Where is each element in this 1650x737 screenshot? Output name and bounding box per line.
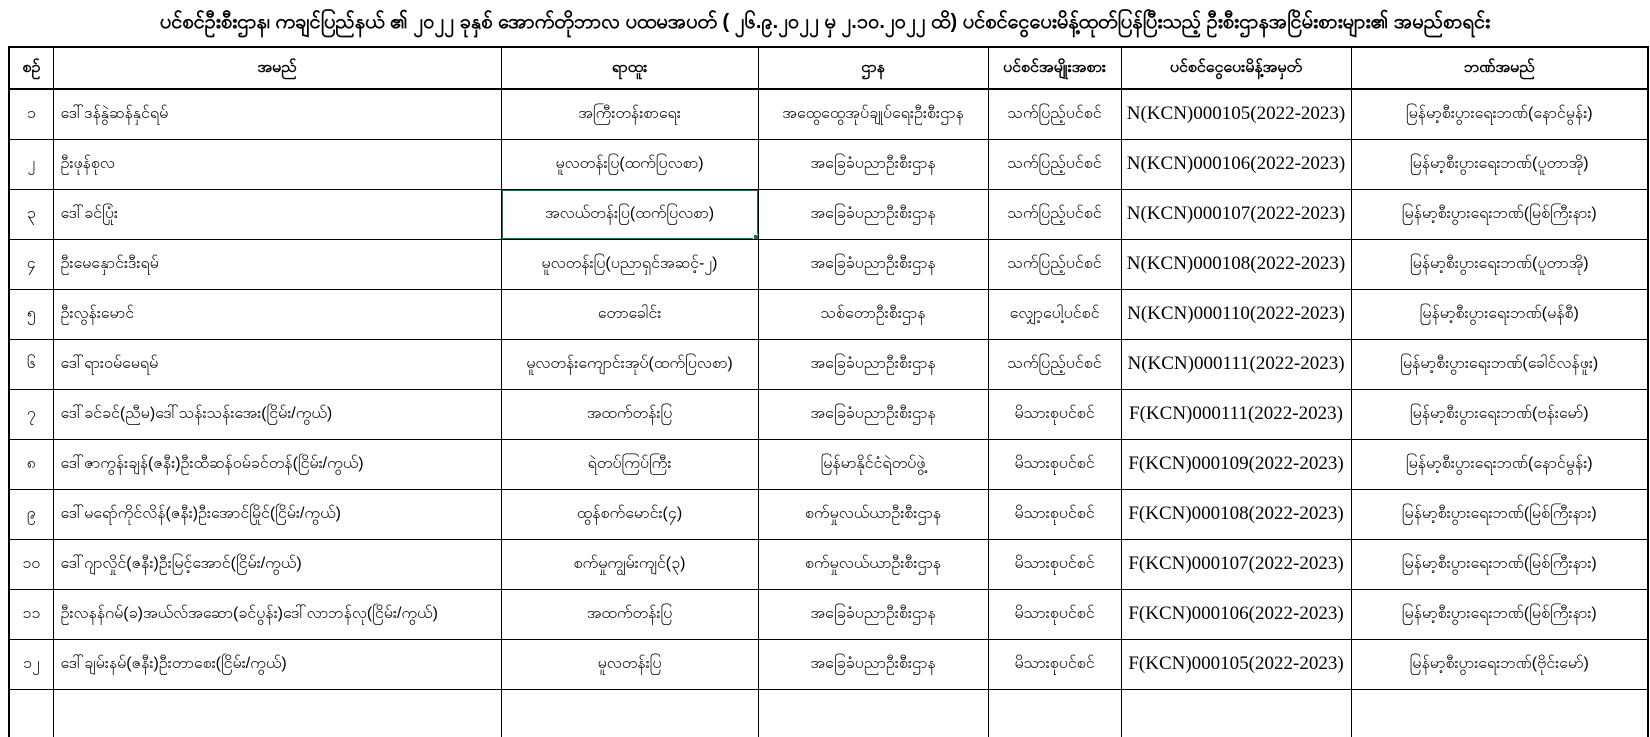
cell-bank[interactable]: မြန်မာ့စီးပွားရေးဘဏ်(ခေါင်လန်ဖူး) bbox=[1351, 339, 1648, 389]
cell-position[interactable]: အကြီးတန်းစာရေး bbox=[501, 89, 758, 139]
cell-name[interactable]: ဒေါ်ဇာကွန်းချန်(ဇနီး)ဦးထီဆန်ဝမ်ခင်တန်(ငြိမ်း/ကွယ်) bbox=[53, 439, 501, 489]
header-position[interactable]: ရာထူး bbox=[501, 47, 758, 89]
table-row bbox=[9, 239, 1648, 289]
cell-department[interactable]: သစ်တောဦးစီးဌာန bbox=[758, 289, 988, 339]
cell-bank[interactable]: မြန်မာ့စီးပွားရေးဘဏ်(မြစ်ကြီးနား) bbox=[1351, 589, 1648, 639]
cell-bank[interactable]: မြန်မာ့စီးပွားရေးဘဏ်(မြစ်ကြီးနား) bbox=[1351, 189, 1648, 239]
cell-payment-order-no[interactable]: N(KCN)000108(2022-2023) bbox=[1121, 239, 1351, 289]
table-row-partial bbox=[9, 689, 1648, 737]
cell-department[interactable]: စက်မှုလယ်ယာဦးစီးဌာန bbox=[758, 489, 988, 539]
cell-department[interactable]: မြန်မာနိုင်ငံရဲတပ်ဖွဲ့ bbox=[758, 439, 988, 489]
cell-name[interactable]: ဦးလွန်းမောင် bbox=[53, 289, 501, 339]
cell-name[interactable]: ဒေါ်မရော်ကိုင်လိန်(ဇနီး)ဦးအောင်မြိုင်(ငြိမ်း/ကွယ်) bbox=[53, 489, 501, 539]
cell-name[interactable]: ဦးဖုန်စုလ bbox=[53, 139, 501, 189]
cell-no[interactable]: ၉ bbox=[9, 489, 53, 539]
cell-bank[interactable]: မြန်မာ့စီးပွားရေးဘဏ်(ဗန်းမော်) bbox=[1351, 389, 1648, 439]
header-name[interactable]: အမည် bbox=[53, 47, 501, 89]
cell-bank[interactable]: မြန်မာ့စီးပွားရေးဘဏ်(နောင်မွန်း) bbox=[1351, 89, 1648, 139]
cell-payment-order-no[interactable]: N(KCN)000111(2022-2023) bbox=[1121, 339, 1351, 389]
cell-empty[interactable] bbox=[53, 689, 501, 737]
cell-pension-type[interactable]: မိသားစုပင်စင် bbox=[988, 639, 1121, 689]
cell-department[interactable]: စက်မှုလယ်ယာဦးစီးဌာန bbox=[758, 539, 988, 589]
cell-no[interactable]: ၁၂ bbox=[9, 639, 53, 689]
cell-name[interactable]: ဒေါ်ရားဝမ်မေရမ် bbox=[53, 339, 501, 389]
cell-pension-type[interactable]: သက်ပြည့်ပင်စင် bbox=[988, 139, 1121, 189]
cell-department[interactable]: အခြေခံပညာဦးစီးဌာန bbox=[758, 639, 988, 689]
cell-pension-type[interactable]: မိသားစုပင်စင် bbox=[988, 439, 1121, 489]
cell-empty[interactable] bbox=[1121, 689, 1351, 737]
cell-pension-type[interactable]: မိသားစုပင်စင် bbox=[988, 539, 1121, 589]
table-row bbox=[9, 489, 1648, 539]
cell-no[interactable]: ၃ bbox=[9, 189, 53, 239]
cell-bank[interactable]: မြန်မာ့စီးပွားရေးဘဏ်(နောင်မွန်း) bbox=[1351, 439, 1648, 489]
table-row bbox=[9, 539, 1648, 589]
cell-position[interactable]: မူလတန်းပြ bbox=[501, 639, 758, 689]
selected-cell[interactable]: အလယ်တန်းပြ(ထက်ပြလစာ) bbox=[501, 189, 758, 239]
header-no[interactable]: စဉ် bbox=[9, 47, 53, 89]
cell-empty[interactable] bbox=[988, 689, 1121, 737]
cell-no[interactable]: ၁၁ bbox=[9, 589, 53, 639]
cell-name[interactable]: ဒေါ်ဂျာလှိုင်(ဇနီး)ဦးမြင့်အောင်(ငြိမ်း/ကွယ်) bbox=[53, 539, 501, 589]
cell-payment-order-no[interactable]: F(KCN)000109(2022-2023) bbox=[1121, 439, 1351, 489]
table-body bbox=[9, 89, 1648, 737]
cell-department[interactable]: အခြေခံပညာဦးစီးဌာန bbox=[758, 589, 988, 639]
table-row bbox=[9, 639, 1648, 689]
cell-department[interactable]: အခြေခံပညာဦးစီးဌာန bbox=[758, 139, 988, 189]
cell-department[interactable]: အခြေခံပညာဦးစီးဌာန bbox=[758, 239, 988, 289]
cell-no[interactable]: ၁၀ bbox=[9, 539, 53, 589]
cell-position[interactable]: မူလတန်းကျောင်းအုပ်(ထက်ပြလစာ) bbox=[501, 339, 758, 389]
cell-bank[interactable]: မြန်မာ့စီးပွားရေးဘဏ်(ပူတာအို) bbox=[1351, 139, 1648, 189]
cell-position[interactable]: မူလတန်းပြ(ပညာရှင်အဆင့်-၂) bbox=[501, 239, 758, 289]
cell-empty[interactable] bbox=[9, 689, 53, 737]
cell-payment-order-no[interactable]: N(KCN)000110(2022-2023) bbox=[1121, 289, 1351, 339]
table-row bbox=[9, 589, 1648, 639]
table-row bbox=[9, 339, 1648, 389]
table-row bbox=[9, 439, 1648, 489]
cell-payment-order-no[interactable]: F(KCN)000106(2022-2023) bbox=[1121, 589, 1351, 639]
cell-no[interactable]: ၄ bbox=[9, 239, 53, 289]
cell-payment-order-no[interactable]: N(KCN)000105(2022-2023) bbox=[1121, 89, 1351, 139]
cell-position[interactable]: အထက်တန်းပြ bbox=[501, 589, 758, 639]
cell-pension-type[interactable]: မိသားစုပင်စင် bbox=[988, 389, 1121, 439]
table-row bbox=[9, 289, 1648, 339]
cell-payment-order-no[interactable]: N(KCN)000107(2022-2023) bbox=[1121, 189, 1351, 239]
cell-payment-order-no[interactable]: F(KCN)000111(2022-2023) bbox=[1121, 389, 1351, 439]
cell-payment-order-no[interactable]: F(KCN)000108(2022-2023) bbox=[1121, 489, 1351, 539]
cell-bank[interactable]: မြန်မာ့စီးပွားရေးဘဏ်(ပူတာအို) bbox=[1351, 239, 1648, 289]
cell-pension-type[interactable]: သက်ပြည့်ပင်စင် bbox=[988, 89, 1121, 139]
cell-no[interactable]: ၁ bbox=[9, 89, 53, 139]
cell-pension-type[interactable]: သက်ပြည့်ပင်စင် bbox=[988, 339, 1121, 389]
cell-no[interactable]: ၅ bbox=[9, 289, 53, 339]
cell-department[interactable]: အခြေခံပညာဦးစီးဌာန bbox=[758, 389, 988, 439]
cell-position[interactable]: ရဲတပ်ကြပ်ကြီး bbox=[501, 439, 758, 489]
cell-pension-type[interactable]: လျှော့ပေါ့ပင်စင် bbox=[988, 289, 1121, 339]
cell-no[interactable]: ၆ bbox=[9, 339, 53, 389]
cell-payment-order-no[interactable]: F(KCN)000105(2022-2023) bbox=[1121, 639, 1351, 689]
cell-name[interactable]: ဦးမေနှောင်းဒီးရမ် bbox=[53, 239, 501, 289]
cell-position[interactable]: မူလတန်းပြ(ထက်ပြလစာ) bbox=[501, 139, 758, 189]
cell-name[interactable]: ဒေါ်ဒန်နွဲဆန်နှင်ရမ် bbox=[53, 89, 501, 139]
cell-position[interactable]: စက်မှုကျွမ်းကျင်(၃) bbox=[501, 539, 758, 589]
pension-table bbox=[8, 46, 1649, 737]
table-row bbox=[9, 189, 1648, 239]
cell-bank[interactable]: မြန်မာ့စီးပွားရေးဘဏ်(မြစ်ကြီးနား) bbox=[1351, 489, 1648, 539]
cell-no[interactable]: ၂ bbox=[9, 139, 53, 189]
table-row bbox=[9, 139, 1648, 189]
cell-name[interactable]: ဒေါ်ချမ်းနမ်(ဇနီး)ဦးတာစေး(ငြိမ်း/ကွယ်) bbox=[53, 639, 501, 689]
cell-bank[interactable]: မြန်မာ့စီးပွားရေးဘဏ်(ဗိုင်းမော်) bbox=[1351, 639, 1648, 689]
cell-pension-type[interactable]: သက်ပြည့်ပင်စင် bbox=[988, 189, 1121, 239]
cell-pension-type[interactable]: မိသားစုပင်စင် bbox=[988, 589, 1121, 639]
cell-position[interactable]: တောခေါင်း bbox=[501, 289, 758, 339]
table-row bbox=[9, 89, 1648, 139]
cell-no[interactable]: ၈ bbox=[9, 439, 53, 489]
header-pension-type[interactable]: ပင်စင်အမျိုးအစား bbox=[988, 47, 1121, 89]
table-header-row bbox=[9, 47, 1648, 89]
header-bank[interactable]: ဘဏ်အမည် bbox=[1351, 47, 1648, 89]
header-department[interactable]: ဌာန bbox=[758, 47, 988, 89]
cell-department[interactable]: အခြေခံပညာဦးစီးဌာန bbox=[758, 189, 988, 239]
cell-bank[interactable]: မြန်မာ့စီးပွားရေးဘဏ်(မြစ်ကြီးနား) bbox=[1351, 539, 1648, 589]
cell-position[interactable]: အထက်တန်းပြ bbox=[501, 389, 758, 439]
cell-pension-type[interactable]: သက်ပြည့်ပင်စင် bbox=[988, 239, 1121, 289]
page-title[interactable]: ပင်စင်ဦးစီးဌာန၊ ကချင်ပြည်နယ် ၏ ၂၀၂၂ ခုနှစ် အောက်တိုဘာလ ပထမအပတ် ( ၂၆.၉.၂၀၂၂ မှ ၂.၁၀.၂၀၂၂ ထိ) ပင်စင်ငွေပေးမိန့်ထုတ်ပြန်ပြီးသည့် ဦးစီးဌာနအငြိမ်းစားများ၏ အမည်စာရင်း bbox=[159, 11, 1491, 33]
cell-empty[interactable] bbox=[501, 689, 758, 737]
cell-payment-order-no[interactable]: F(KCN)000107(2022-2023) bbox=[1121, 539, 1351, 589]
cell-empty[interactable] bbox=[1351, 689, 1648, 737]
cell-pension-type[interactable]: မိသားစုပင်စင် bbox=[988, 489, 1121, 539]
cell-bank[interactable]: မြန်မာ့စီးပွားရေးဘဏ်(မန်စီ) bbox=[1351, 289, 1648, 339]
cell-payment-order-no[interactable]: N(KCN)000106(2022-2023) bbox=[1121, 139, 1351, 189]
cell-position[interactable]: ထွန်စက်မောင်း(၄) bbox=[501, 489, 758, 539]
cell-department[interactable]: အခြေခံပညာဦးစီးဌာန bbox=[758, 339, 988, 389]
cell-department[interactable]: အထွေထွေအုပ်ချုပ်ရေးဦးစီးဌာန bbox=[758, 89, 988, 139]
header-payment-order-no[interactable]: ပင်စင်ငွေပေးမိန့်အမှတ် bbox=[1121, 47, 1351, 89]
cell-no[interactable]: ၇ bbox=[9, 389, 53, 439]
cell-name[interactable]: ဦးလနန်ဂမ်(ခ)အယ်လ်အဆော(ခင်ပွန်း)ဒေါ်လာဘန်လု(ငြိမ်း/ကွယ်) bbox=[53, 589, 501, 639]
cell-name[interactable]: ဒေါ်ခင်ပြုံး bbox=[53, 189, 501, 239]
cell-name[interactable]: ဒေါ်ခင်ခင်(ညီမ)ဒေါ်သန်းသန်းအေး(ငြိမ်း/ကွယ်) bbox=[53, 389, 501, 439]
table-row bbox=[9, 389, 1648, 439]
cell-empty[interactable] bbox=[758, 689, 988, 737]
